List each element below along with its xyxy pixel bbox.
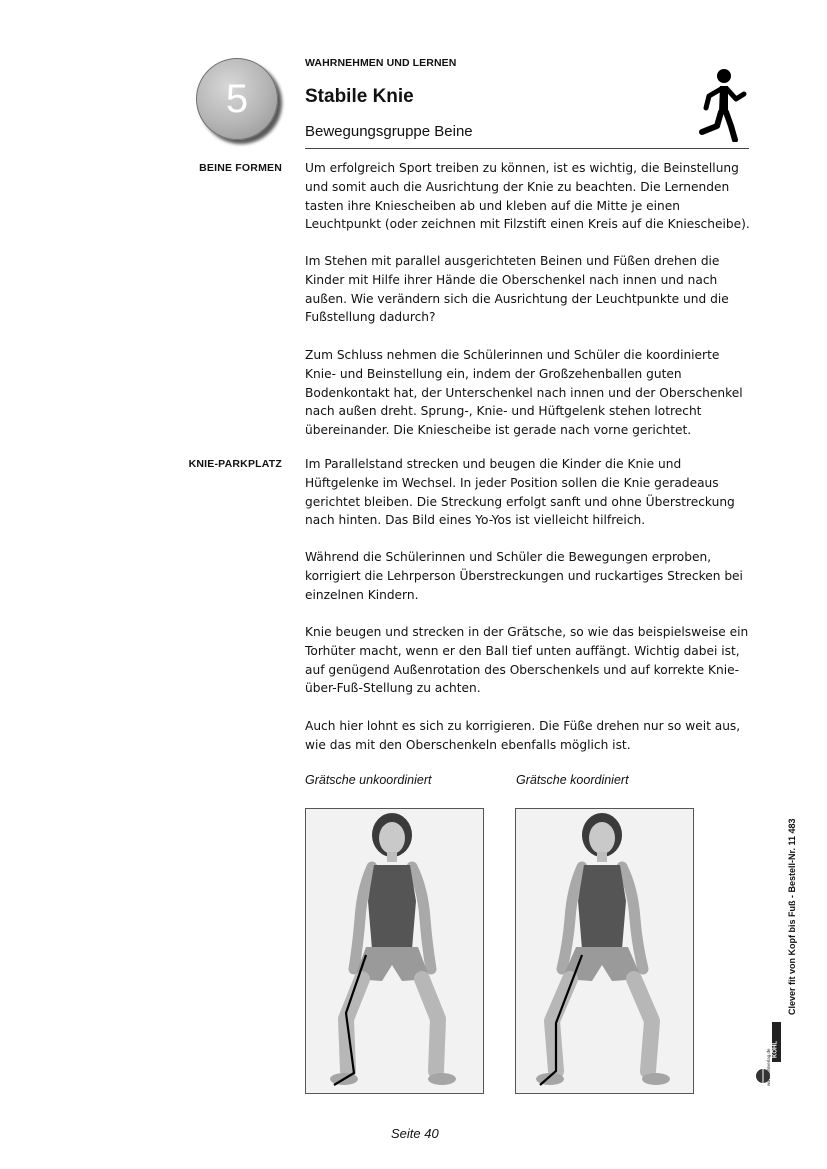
photo-straddle-uncoordinated: [305, 808, 484, 1094]
publisher-logo: [755, 1018, 783, 1088]
section2-paragraph-1: Im Parallelstand strecken und beugen die Kinder die Knie und Hüftgelenke im Wechsel. In jeder Position sollen die Knie geradeaus gerichtet bleiben. Die Streckung erfolgt sanft und ohne Überstreckung nach hinten. Das Bild eines Yo-Yos ist vielleicht hilfreich.: [305, 457, 735, 528]
section-label-knie-parkplatz: KNIE-PARKPLATZ: [188, 458, 282, 470]
section1-paragraph-1: Um erfolgreich Sport treiben zu können, ist es wichtig, die Beinstellung und somit auch die Ausrichtung der Knie zu beachten. Die Lernenden tasten ihre Kniescheiben ab und kleben auf die Mitte je einen Leuchtpunkt (oder zeichnen mit Filzstift einen Kreis auf die Kniescheibe).: [305, 161, 750, 232]
section2-paragraph-3: Knie beugen und strecken in der Grätsche, so wie das beispielsweise ein Torhüter macht, wenn er den Ball tief unten auffängt. Wichtig dabei ist, auf genügend Außenrotation des Oberschenkels und auf korrekte Knie-über-Fuß-Stellung zu achten.: [305, 625, 749, 696]
order-number-side-text: Clever fit von Kopf bis Fuß - Bestell-Nr. 11 483: [787, 818, 797, 1015]
section1-paragraph-2: Im Stehen mit parallel ausgerichteten Beinen und Füßen drehen die Kinder mit Hilfe ihrer Hände die Oberschenkel nach innen und nach außen. Wie verändern sich die Ausrichtung der Leuchtpunkte und die Fußstellung dadurch?: [305, 254, 729, 325]
lesson-number-badge: 5: [196, 58, 278, 140]
figure-caption-koordiniert: Grätsche koordiniert: [516, 773, 629, 787]
section2-paragraph-4: Auch hier lohnt es sich zu korrigieren. Die Füße drehen nur so weit aus, wie das mit den Oberschenkeln ebenfalls möglich ist.: [305, 719, 741, 752]
publisher-name: KOHL: [772, 1041, 779, 1058]
section-label-beine-formen: BEINE FORMEN: [199, 162, 282, 174]
page-title: Stabile Knie: [305, 86, 414, 107]
header-divider: [305, 148, 749, 149]
page-subtitle: Bewegungsgruppe Beine: [305, 123, 473, 140]
running-figure-icon: [695, 66, 747, 142]
figure-caption-unkoordiniert: Grätsche unkoordiniert: [305, 773, 432, 787]
photo-straddle-coordinated: [515, 808, 694, 1094]
section2-paragraph-2: Während die Schülerinnen und Schüler die Bewegungen erproben, korrigiert die Lehrperson Überstreckungen und ruckartiges Strecken bei einzelnen Kindern.: [305, 550, 743, 602]
publisher-url: www.kohlverlag.de: [766, 1048, 771, 1086]
page-number: Seite 40: [391, 1126, 439, 1141]
category-heading: WAHRNEHMEN UND LERNEN: [305, 57, 457, 69]
section1-paragraph-3: Zum Schluss nehmen die Schülerinnen und Schüler die koordinierte Knie- und Beinstellung ein, indem der Großzehenballen guten Bodenkontakt hat, der Unterschenkel nach innen und der Oberschenkel nach außen dreht. Sprung-, Knie- und Hüftgelenk stehen lotrecht übereinander. Die Kniescheibe ist gerade nach vorne gerichtet.: [305, 348, 743, 438]
